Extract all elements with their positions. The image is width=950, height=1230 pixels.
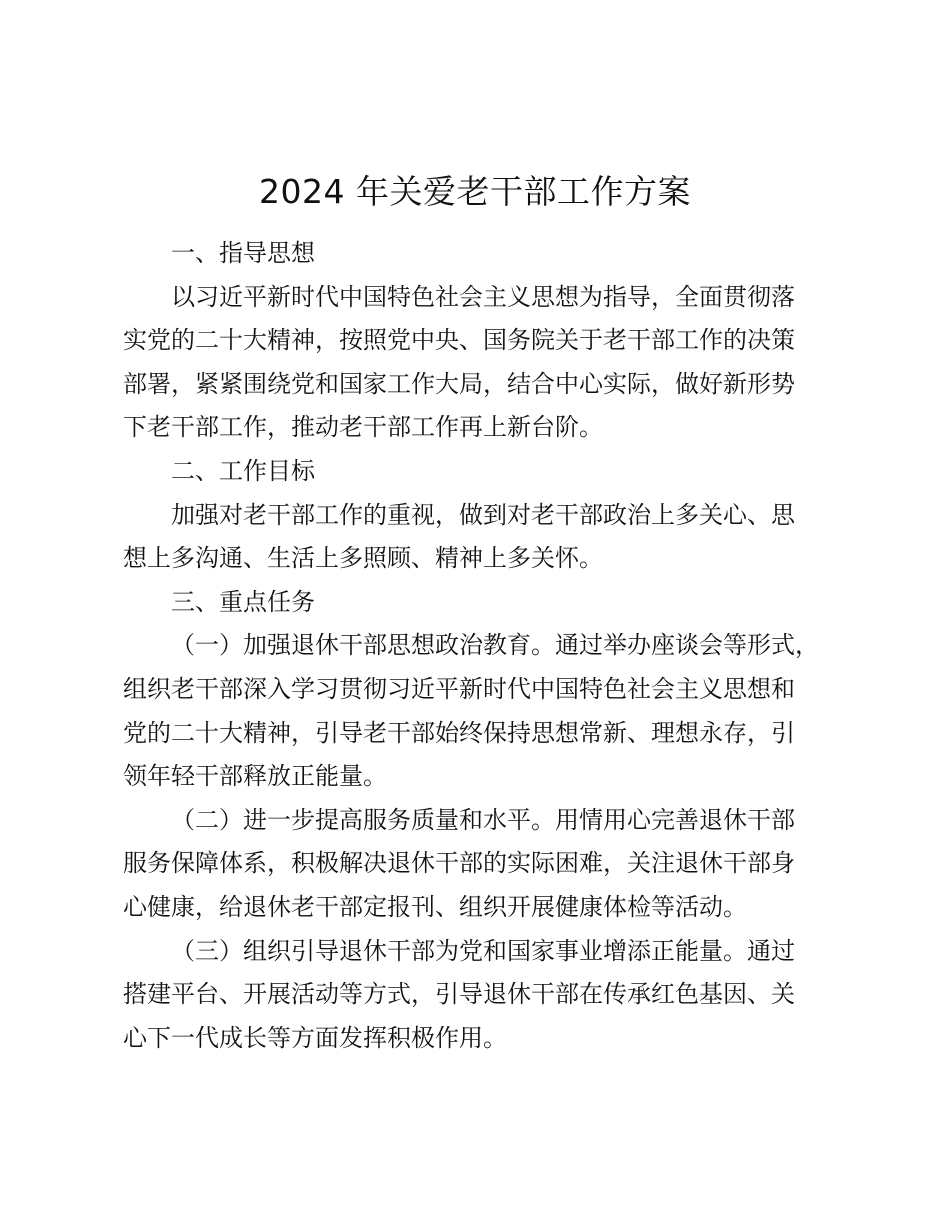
paragraph-line: 搭建平台、开展活动等方式，引导退休干部在传承红色基因、关 [123, 980, 795, 1009]
paragraph-line: 领年轻干部释放正能量。 [123, 762, 387, 791]
paragraph-line: 心健康，给退休老干部定报刊、组织开展健康体检等活动。 [123, 892, 747, 921]
task-item-2-line: （二）进一步提高服务质量和水平。用情用心完善退休干部 [171, 805, 795, 834]
paragraph-line: 下老干部工作，推动老干部工作再上新台阶。 [123, 413, 603, 442]
document-body [123, 232, 828, 1060]
paragraph-line: 党的二十大精神，引导老干部始终保持思想常新、理想永存，引 [123, 718, 795, 747]
paragraph-line: 心下一代成长等方面发挥积极作用。 [123, 1023, 507, 1052]
paragraph-line: 部署，紧紧围绕党和国家工作大局，结合中心实际，做好新形势 [123, 369, 795, 398]
task-item-1-line: （一）加强退休干部思想政治教育。通过举办座谈会等形式， [171, 631, 819, 660]
document-title: 2024 年关爱老干部工作方案 [259, 172, 691, 211]
paragraph-line: 想上多沟通、生活上多照顾、精神上多关怀。 [123, 544, 603, 573]
heading-work-goals: 二、工作目标 [171, 456, 315, 485]
paragraph-line: 加强对老干部工作的重视，做到对老干部政治上多关心、思 [171, 500, 795, 529]
paragraph-line: 以习近平新时代中国特色社会主义思想为指导，全面贯彻落 [171, 282, 795, 311]
paragraph-line: 实党的二十大精神，按照党中央、国务院关于老干部工作的决策 [123, 326, 795, 355]
paragraph-line: 服务保障体系，积极解决退休干部的实际困难，关注退休干部身 [123, 849, 795, 878]
task-item-3-line: （三）组织引导退休干部为党和国家事业增添正能量。通过 [171, 936, 795, 965]
heading-key-tasks: 三、重点任务 [171, 587, 315, 616]
heading-guiding-ideology: 一、指导思想 [171, 239, 315, 267]
paragraph-line: 组织老干部深入学习贯彻习近平新时代中国特色社会主义思想和 [123, 674, 795, 703]
